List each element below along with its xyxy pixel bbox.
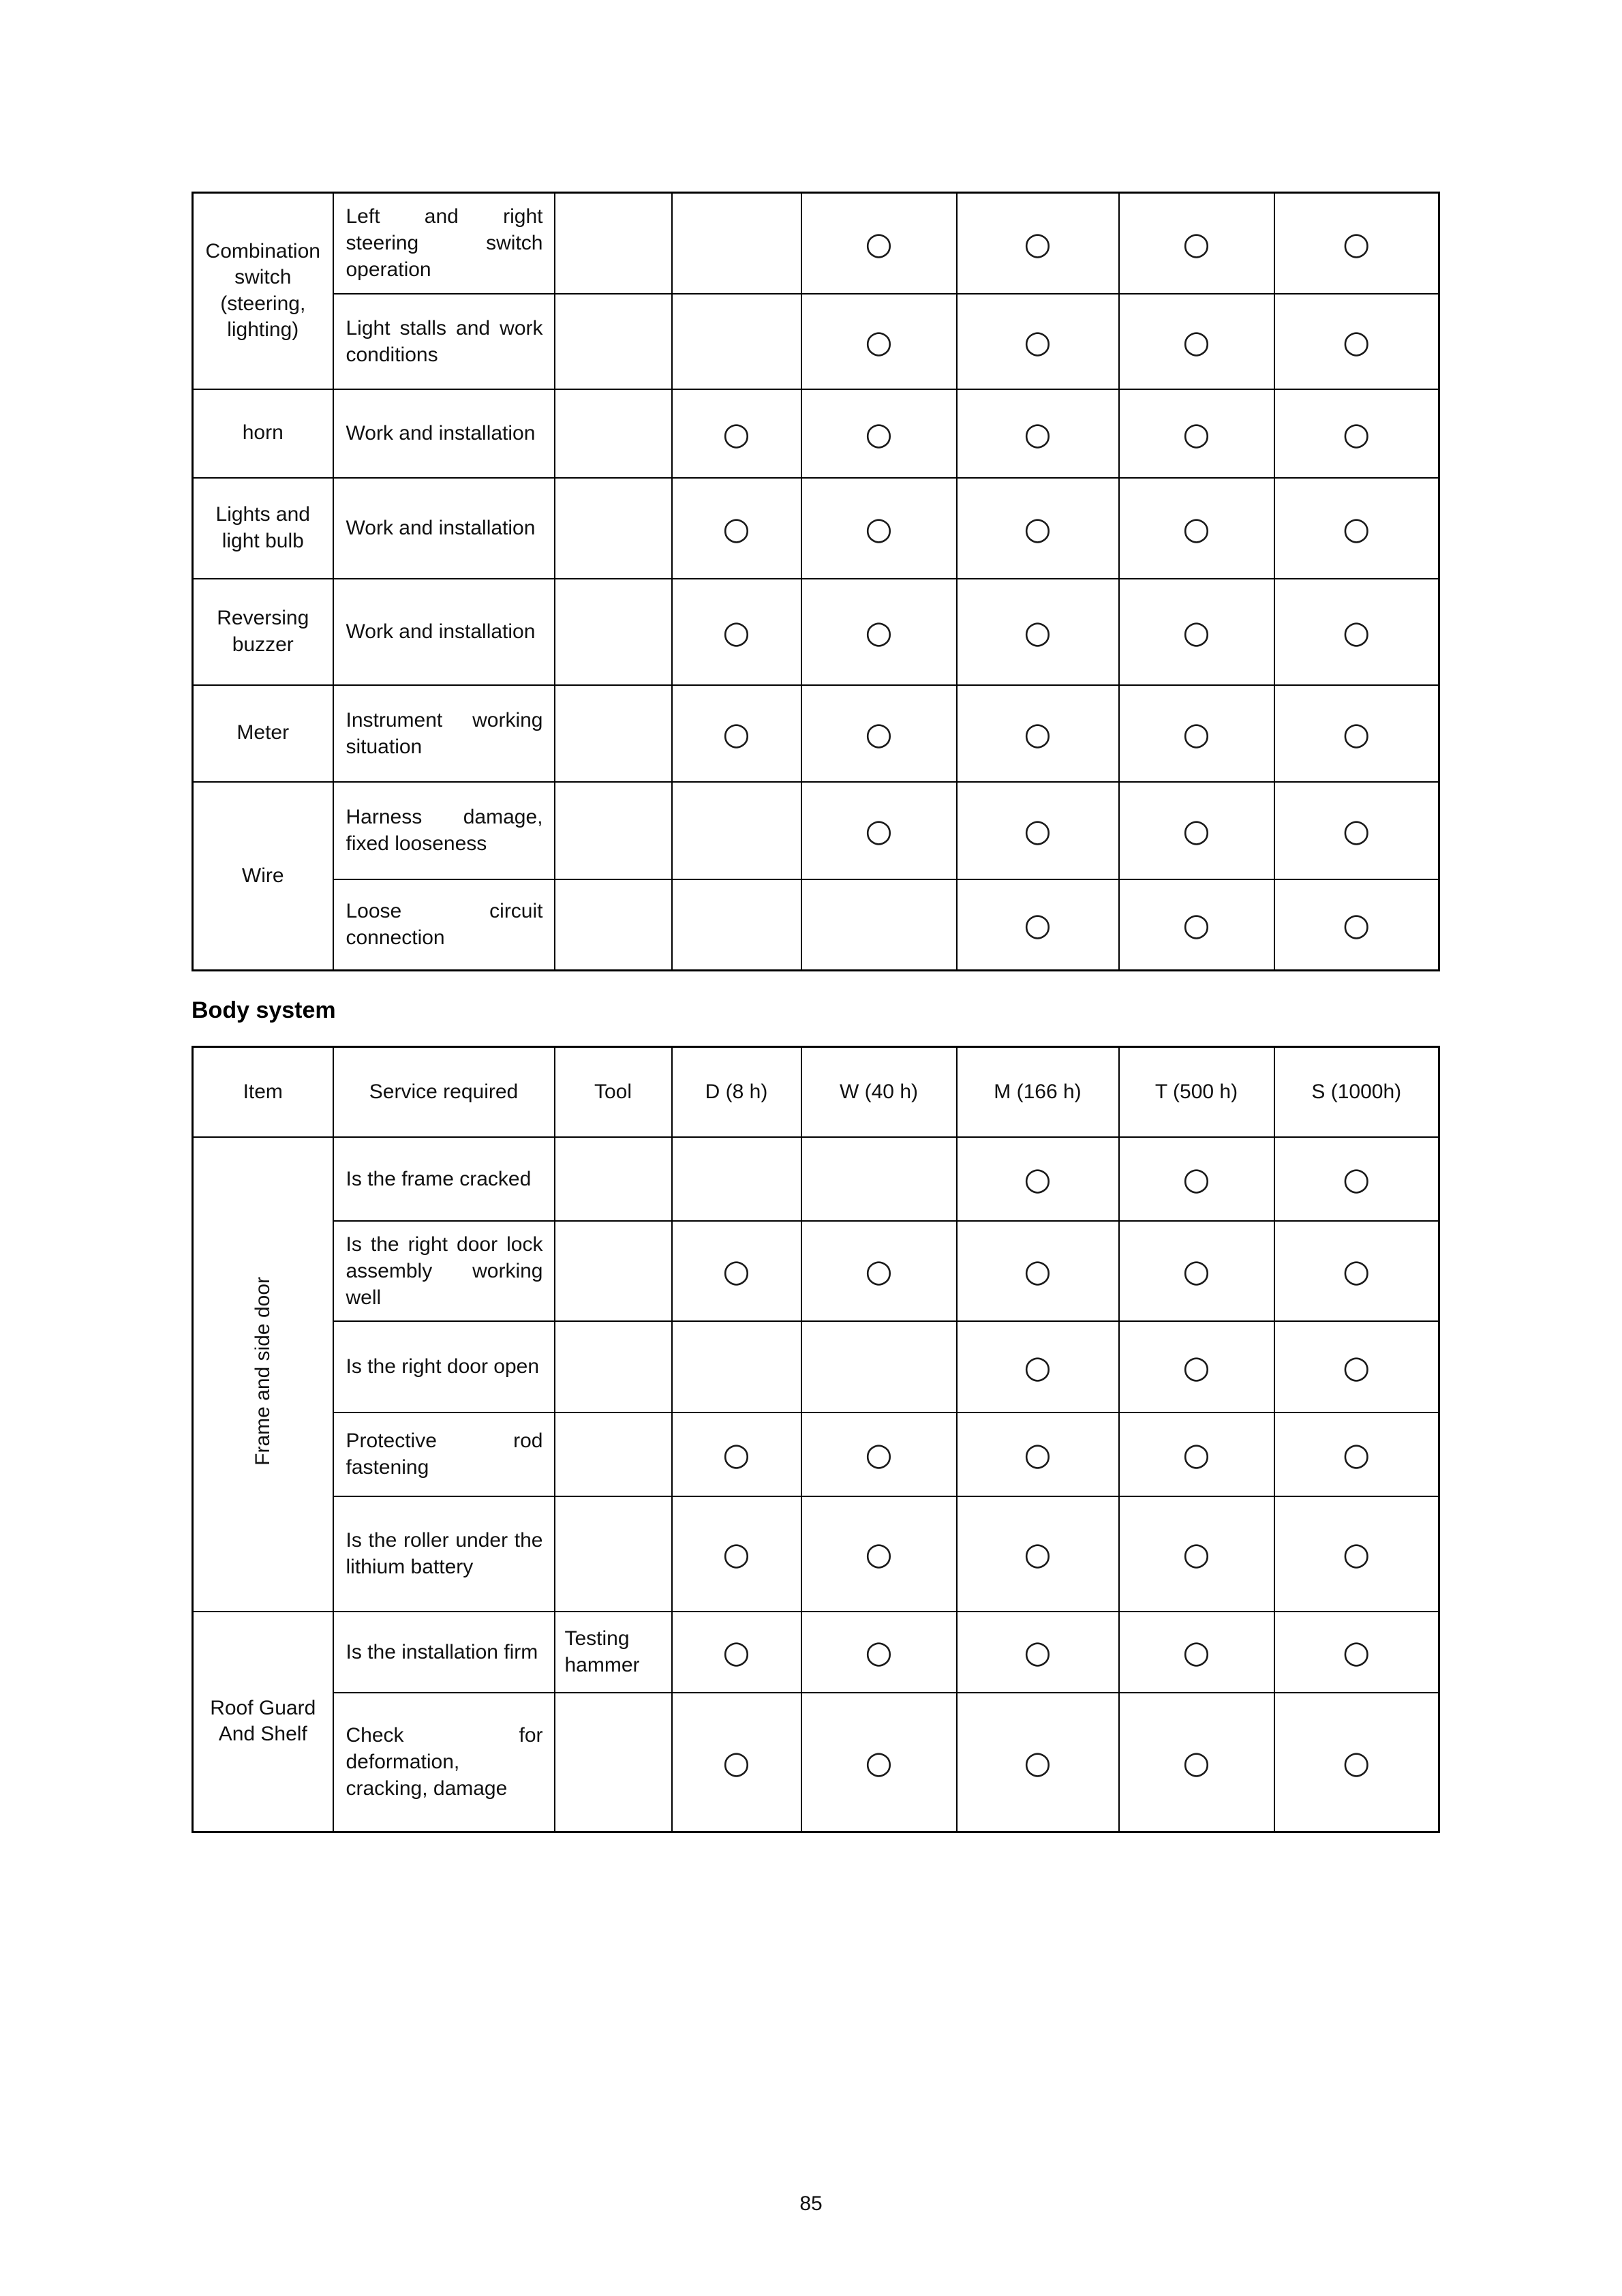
table-row: [193, 879, 1439, 971]
table-row: [193, 782, 1439, 879]
item-cell: Lights and light bulb: [193, 478, 333, 579]
mark-cell-s: ○: [1274, 1221, 1439, 1321]
mark-cell-s: ○: [1274, 1321, 1439, 1413]
tool-cell: [555, 879, 672, 971]
item-vertical-label: Frame and side door: [251, 1277, 274, 1466]
mark-cell-m: ○: [957, 685, 1119, 782]
mark-cell-m: ○: [957, 1496, 1119, 1612]
mark-cell-t: ○: [1119, 1693, 1274, 1832]
mark-cell-w: ○: [801, 579, 957, 685]
header-service-required: Service required: [333, 1047, 555, 1137]
service-cell: Is the roller under the lithium battery: [333, 1496, 555, 1612]
mark-cell-t: ○: [1119, 193, 1274, 294]
header-trimester: T (500 h): [1119, 1047, 1274, 1137]
mark-cell-t: ○: [1119, 1137, 1274, 1221]
mark-cell-m: ○: [957, 1137, 1119, 1221]
mark-cell-d: ○: [672, 1612, 801, 1693]
mark-cell-d: [672, 193, 801, 294]
mark-cell-t: ○: [1119, 478, 1274, 579]
mark-cell-m: ○: [957, 1413, 1119, 1496]
service-cell: Work and installation: [333, 579, 555, 685]
mark-cell-d: ○: [672, 1221, 801, 1321]
mark-cell-d: ○: [672, 1496, 801, 1612]
service-cell: Protective rod fastening: [333, 1413, 555, 1496]
mark-cell-m: ○: [957, 1612, 1119, 1693]
mark-cell-t: ○: [1119, 1321, 1274, 1413]
section-heading: Body system: [192, 997, 336, 1023]
mark-cell-w: ○: [801, 1221, 957, 1321]
service-cell: Work and installation: [333, 389, 555, 478]
item-cell: Reversing buzzer: [193, 579, 333, 685]
table-row: [193, 1321, 1439, 1413]
item-cell: Meter: [193, 685, 333, 782]
mark-cell-s: ○: [1274, 1612, 1439, 1693]
service-cell: Is the frame cracked: [333, 1137, 555, 1221]
mark-cell-w: ○: [801, 389, 957, 478]
mark-cell-w: ○: [801, 1413, 957, 1496]
table-row: [193, 1221, 1439, 1321]
mark-cell-t: ○: [1119, 879, 1274, 971]
tool-cell: [555, 1693, 672, 1832]
service-cell: Light stalls and work conditions: [333, 294, 555, 389]
mark-cell-d: [672, 879, 801, 971]
tool-cell: [555, 294, 672, 389]
mark-cell-w: ○: [801, 1693, 957, 1832]
service-cell: Is the right door open: [333, 1321, 555, 1413]
header-monthly: M (166 h): [957, 1047, 1119, 1137]
header-daily: D (8 h): [672, 1047, 801, 1137]
mark-cell-m: ○: [957, 478, 1119, 579]
mark-cell-s: ○: [1274, 1496, 1439, 1612]
tool-cell: [555, 389, 672, 478]
mark-cell-d: [672, 1137, 801, 1221]
tool-cell: [555, 478, 672, 579]
mark-cell-m: ○: [957, 782, 1119, 879]
mark-cell-w: ○: [801, 1496, 957, 1612]
mark-cell-d: [672, 782, 801, 879]
item-cell: Roof Guard And Shelf: [193, 1612, 333, 1832]
mark-cell-s: ○: [1274, 782, 1439, 879]
tool-cell: [555, 1321, 672, 1413]
table-row: [193, 294, 1439, 389]
service-cell: Is the installation firm: [333, 1612, 555, 1693]
tool-cell: [555, 782, 672, 879]
table-row: [193, 1612, 1439, 1693]
mark-cell-t: ○: [1119, 1221, 1274, 1321]
mark-cell-w: [801, 879, 957, 971]
mark-cell-d: [672, 1321, 801, 1413]
document-page-content: [192, 192, 1438, 1833]
mark-cell-d: ○: [672, 389, 801, 478]
body-system-table: [192, 1046, 1440, 1833]
mark-cell-s: ○: [1274, 193, 1439, 294]
tool-cell: [555, 193, 672, 294]
header-semester: S (1000h): [1274, 1047, 1439, 1137]
tool-cell: [555, 1137, 672, 1221]
mark-cell-d: ○: [672, 478, 801, 579]
item-cell: horn: [193, 389, 333, 478]
mark-cell-d: ○: [672, 1413, 801, 1496]
table-header-row: [193, 1047, 1439, 1137]
table-row: [193, 389, 1439, 478]
page-number: 85: [799, 2192, 823, 2215]
mark-cell-w: [801, 1321, 957, 1413]
mark-cell-w: ○: [801, 193, 957, 294]
mark-cell-d: ○: [672, 1693, 801, 1832]
item-cell: Combination switch (steering, lighting): [193, 193, 333, 389]
table-row: [193, 1496, 1439, 1612]
mark-cell-s: ○: [1274, 294, 1439, 389]
mark-cell-s: ○: [1274, 1413, 1439, 1496]
tool-cell: [555, 579, 672, 685]
mark-cell-t: ○: [1119, 294, 1274, 389]
table-row: [193, 193, 1439, 294]
electrical-system-table: [192, 192, 1440, 971]
table-row: [193, 1137, 1439, 1221]
tool-cell: Testing hammer: [555, 1612, 672, 1693]
mark-cell-d: ○: [672, 579, 801, 685]
mark-cell-s: ○: [1274, 1693, 1439, 1832]
table-row: [193, 1693, 1439, 1832]
tool-cell: [555, 1496, 672, 1612]
table-row: [193, 685, 1439, 782]
mark-cell-s: ○: [1274, 685, 1439, 782]
table-row: [193, 478, 1439, 579]
mark-cell-m: ○: [957, 579, 1119, 685]
mark-cell-m: ○: [957, 1693, 1119, 1832]
mark-cell-m: ○: [957, 389, 1119, 478]
mark-cell-t: ○: [1119, 1496, 1274, 1612]
mark-cell-w: [801, 1137, 957, 1221]
service-cell: Check for deformation, cracking, damage: [333, 1693, 555, 1832]
mark-cell-w: ○: [801, 478, 957, 579]
service-cell: Harness damage, fixed looseness: [333, 782, 555, 879]
mark-cell-t: ○: [1119, 579, 1274, 685]
tool-cell: [555, 685, 672, 782]
mark-cell-m: ○: [957, 1321, 1119, 1413]
mark-cell-s: ○: [1274, 478, 1439, 579]
service-cell: Left and right steering switch operation: [333, 193, 555, 294]
mark-cell-s: ○: [1274, 1137, 1439, 1221]
service-cell: Is the right door lock assembly working well: [333, 1221, 555, 1321]
table-row: [193, 1413, 1439, 1496]
header-weekly: W (40 h): [801, 1047, 957, 1137]
mark-cell-t: ○: [1119, 1612, 1274, 1693]
mark-cell-m: ○: [957, 879, 1119, 971]
tool-cell: [555, 1413, 672, 1496]
mark-cell-w: ○: [801, 782, 957, 879]
mark-cell-t: ○: [1119, 685, 1274, 782]
service-cell: Work and installation: [333, 478, 555, 579]
mark-cell-d: [672, 294, 801, 389]
mark-cell-s: ○: [1274, 389, 1439, 478]
mark-cell-w: ○: [801, 1612, 957, 1693]
service-cell: Instrument working situation: [333, 685, 555, 782]
mark-cell-w: ○: [801, 294, 957, 389]
header-tool: Tool: [555, 1047, 672, 1137]
item-cell: [193, 1137, 333, 1612]
table-row: [193, 579, 1439, 685]
mark-cell-t: ○: [1119, 782, 1274, 879]
mark-cell-m: ○: [957, 294, 1119, 389]
mark-cell-s: ○: [1274, 879, 1439, 971]
mark-cell-m: ○: [957, 193, 1119, 294]
mark-cell-m: ○: [957, 1221, 1119, 1321]
tool-cell: [555, 1221, 672, 1321]
mark-cell-w: ○: [801, 685, 957, 782]
mark-cell-t: ○: [1119, 1413, 1274, 1496]
mark-cell-d: ○: [672, 685, 801, 782]
header-item: Item: [193, 1047, 333, 1137]
item-cell: Wire: [193, 782, 333, 971]
service-cell: Loose circuit connection: [333, 879, 555, 971]
mark-cell-s: ○: [1274, 579, 1439, 685]
mark-cell-t: ○: [1119, 389, 1274, 478]
